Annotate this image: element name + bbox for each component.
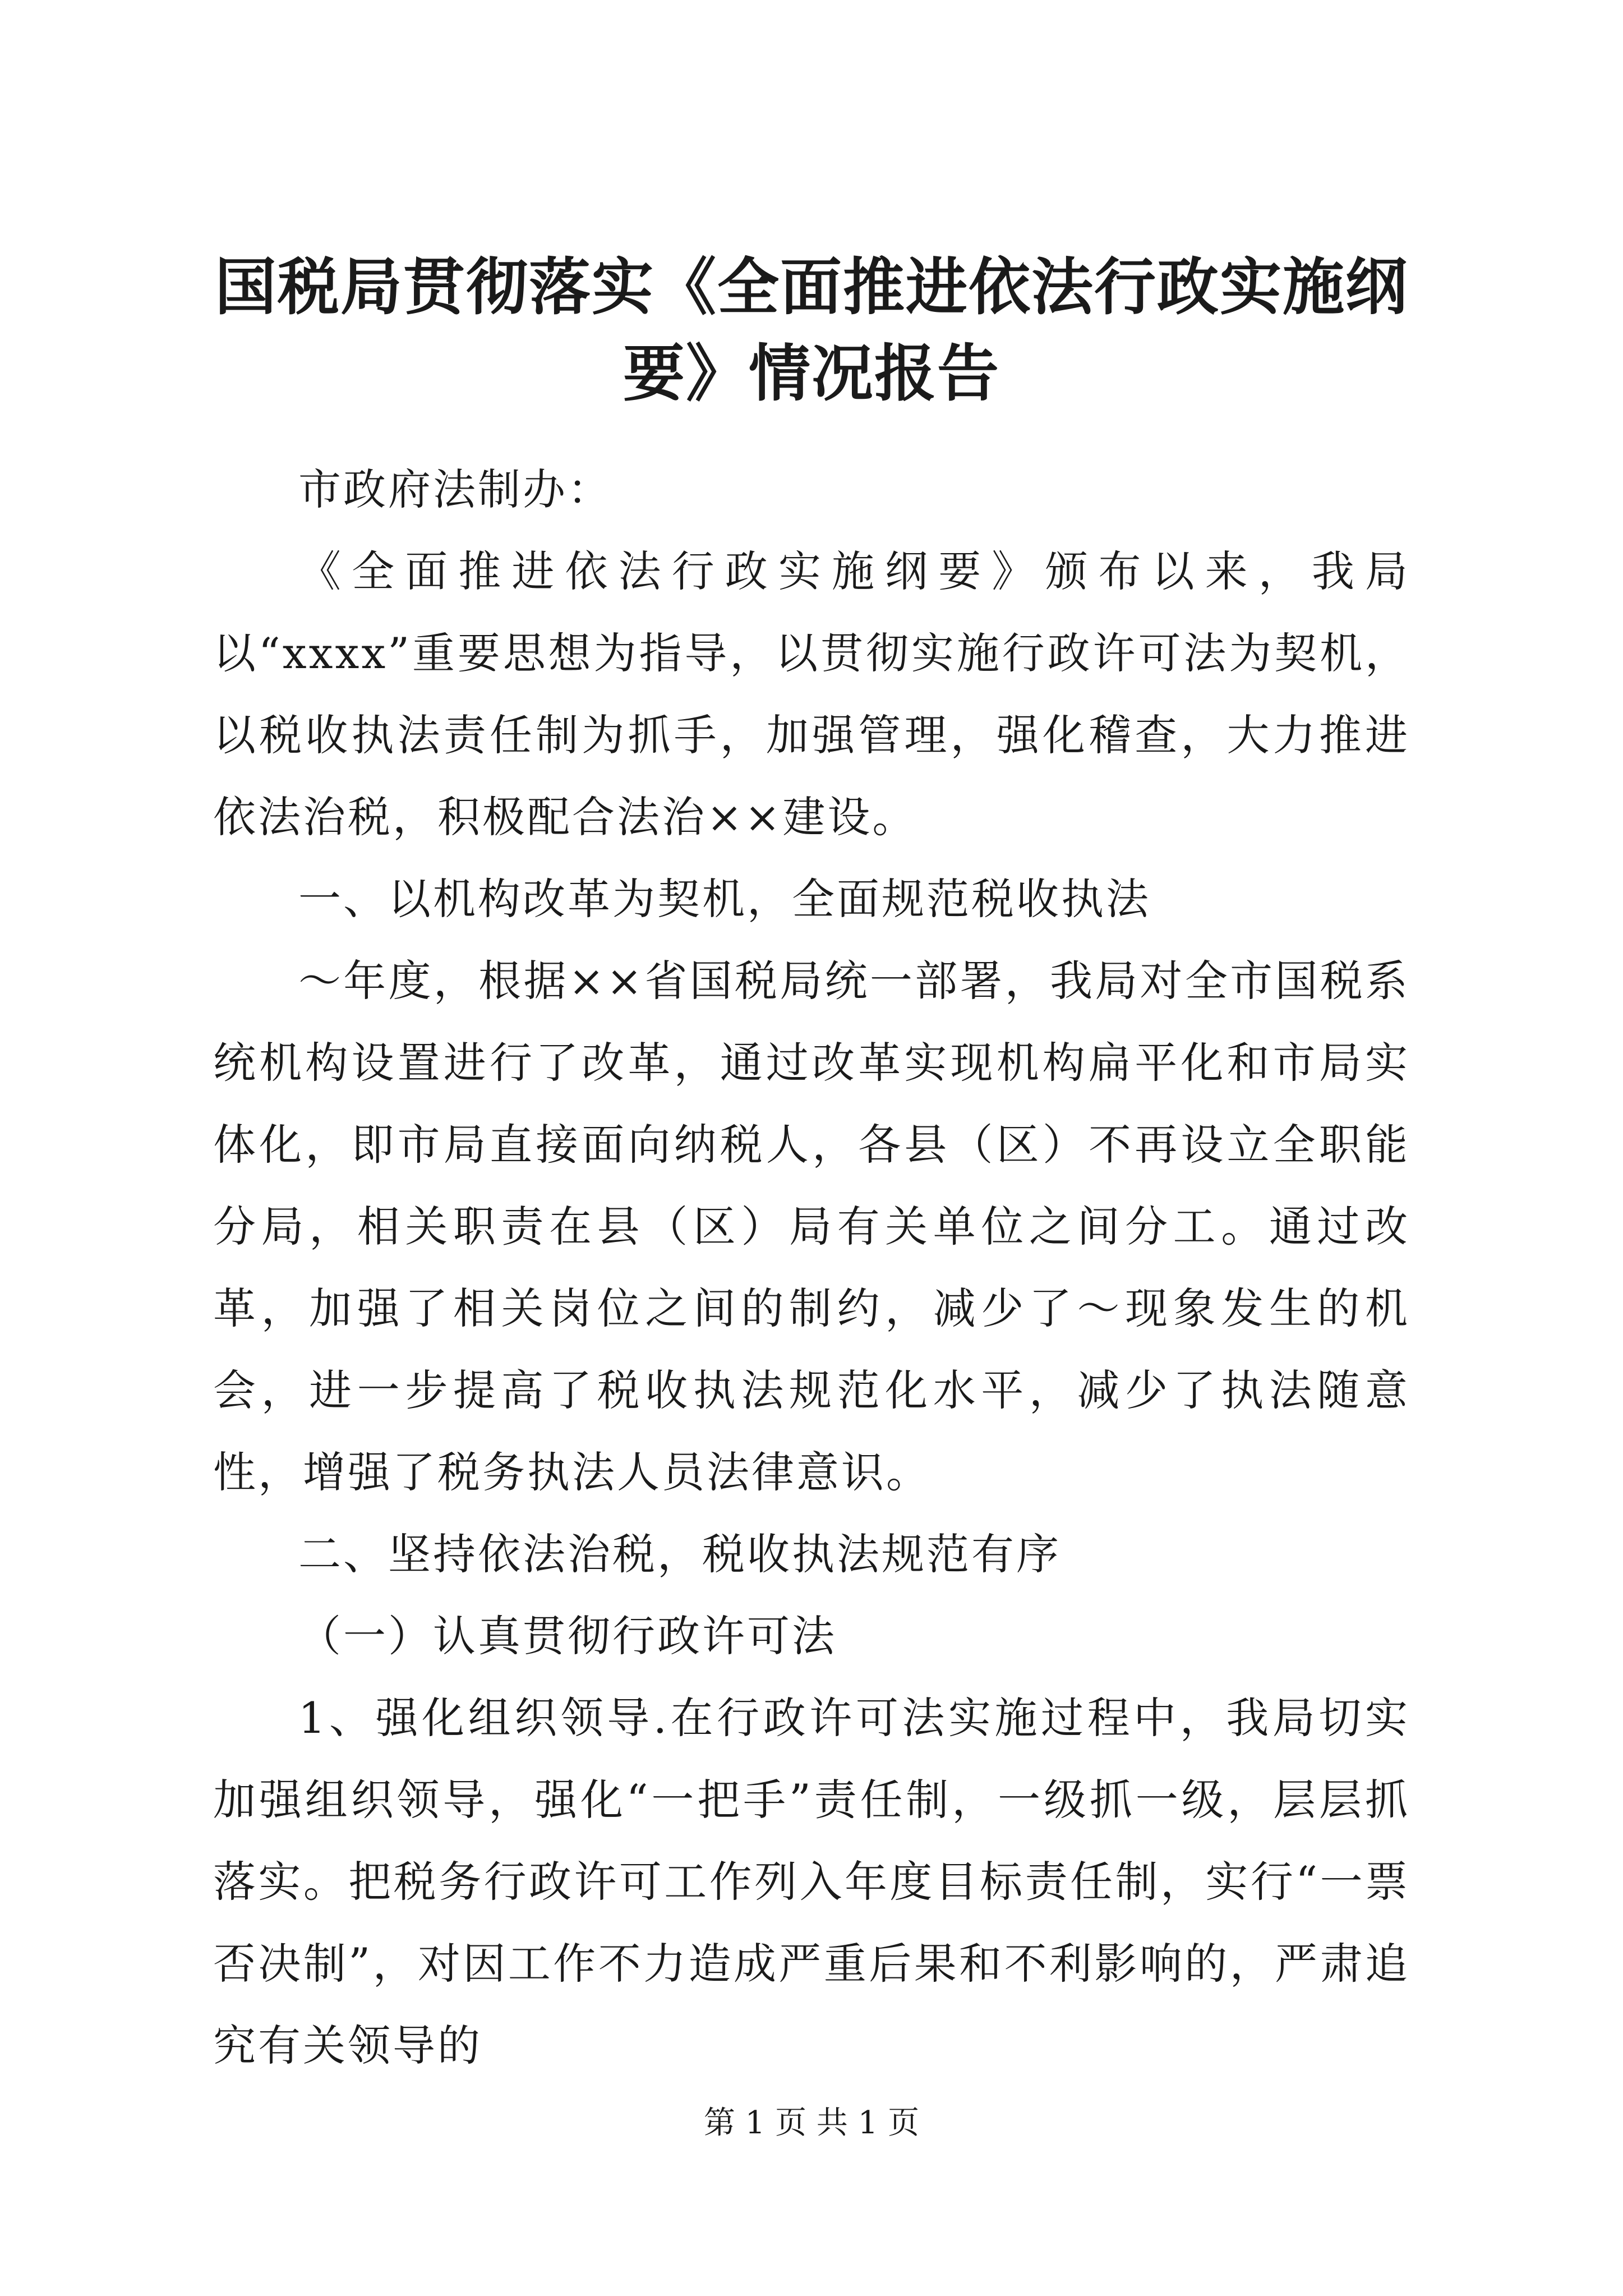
title-line-2: 要》情况报告 <box>623 337 1000 409</box>
title-line-1: 国税局贯彻落实《全面推进依法行政实施纲 <box>215 251 1408 323</box>
page-footer: 第 1 页 共 1 页 <box>703 2105 920 2141</box>
paragraph-leadership: 1、强化组织领导.在行政许可法实施过程中，我局切实加强组织领导，强化“一把手”责任制，一级抓一级，层层抓落实。把税务行政许可工作列入年度目标责任制，实行“一票否决制”，对因工作不力造成严重后果和不利影响的，严肃追究有关领导的 <box>213 1693 1410 2070</box>
subsection-heading-1: （一）认真贯彻行政许可法 <box>298 1611 837 1661</box>
section-heading-2: 二、坚持依法治税，税收执法规范有序 <box>298 1529 1061 1579</box>
document-body <box>213 449 1410 2087</box>
document-title <box>213 244 1410 417</box>
section-heading-1: 一、以机构改革为契机，全面规范税收执法 <box>298 874 1151 924</box>
salutation: 市政府法制办： <box>298 464 612 514</box>
paragraph-reform: ～年度，根据××省国税局统一部署，我局对全市国税系统机构设置进行了改革，通过改革实现机构扁平化和市局实体化，即市局直接面向纳税人，各县（区）不再设立全职能分局，相关职责在县（区）局有关单位之间分工。通过改革，加强了相关岗位之间的制约，减少了～现象发生的机会，进一步提高了税收执法规范化水平，减少了执法随意性，增强了税务执法人员法律意识。 <box>213 956 1410 1497</box>
paragraph-intro: 《全面推进依法行政实施纲要》颁布以来，我局以“xxxx”重要思想为指导，以贯彻实施行政许可法为契机，以税收执法责任制为抓手，加强管理，强化稽查，大力推进依法治税，积极配合法治××建设。 <box>213 546 1410 842</box>
